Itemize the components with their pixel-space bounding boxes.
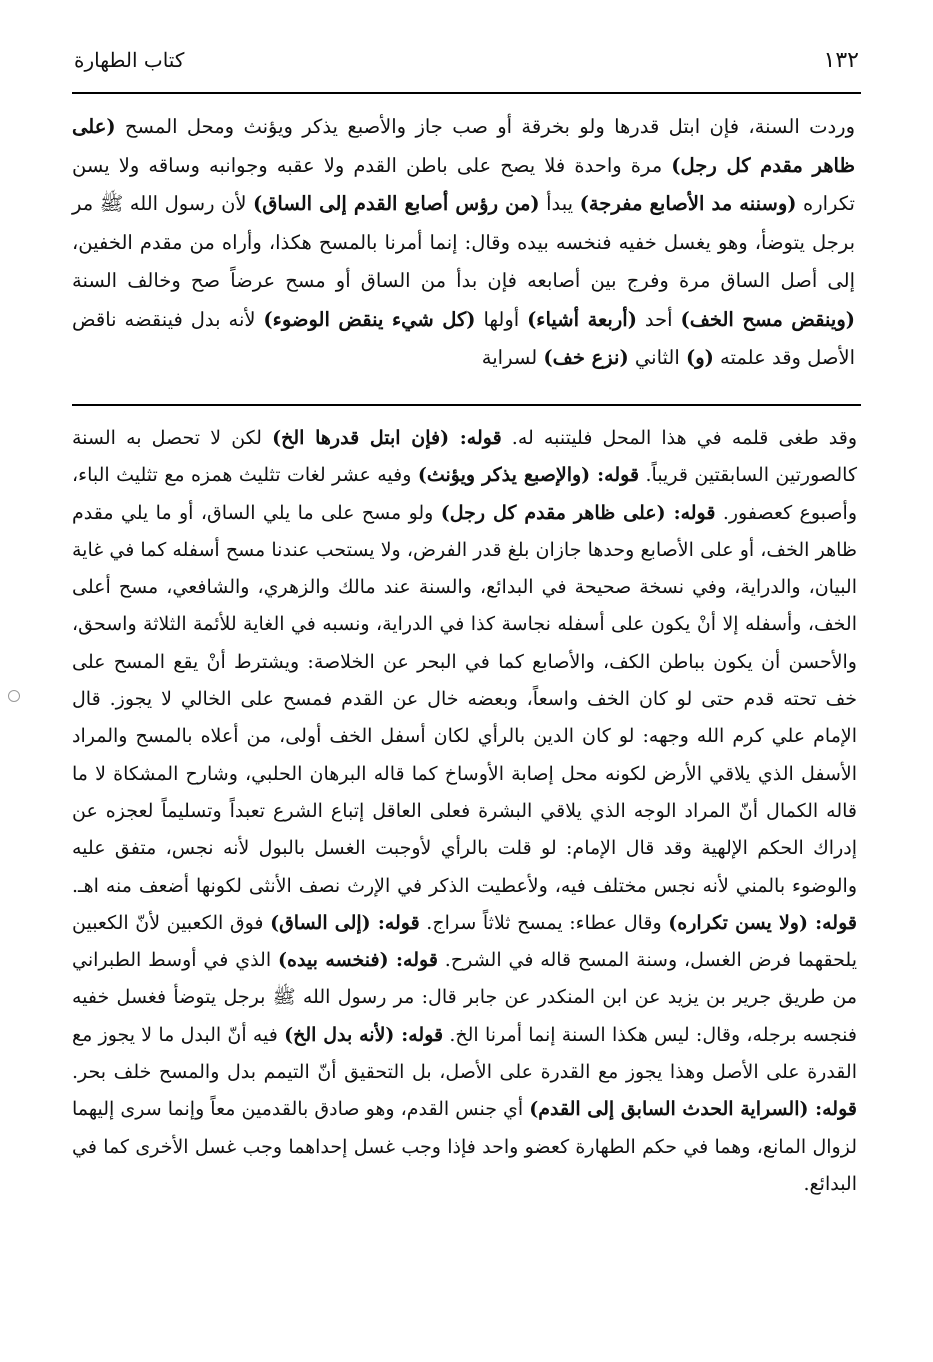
main-text-span: لأنه بدل فينقضه ناقض الأصل وقد علمته — [72, 307, 855, 369]
footnote-separator — [72, 404, 861, 406]
main-bold-phrase: (على ظاهر مقدم كل رجل) — [72, 115, 855, 177]
main-text-span: يبدأ — [539, 192, 580, 215]
commentary-text-span: ولو مسح على ما يلي الساق، أو ما يلي مقدم ظاهر الخف، أو على الأصابع وحدها جازان بلغ قدر الفرض، ولا يستحب عندنا مسح أسفله كما في غاية البيان، والدراية، وفي نسخة صحيحة في البدائع، والسنة عند مالك والزهري، والشافعي، مسح أعلى الخف، وأسفله إلا أنْ يكون على أسفله نجاسة كذا في الدراية، ونسبه في الغاية للأئمة الثلاثة واسحق، والأحسن أن يكون بباطن الكف، والأصابع كما في البحر عن الخلاصة: ويشترط أنْ يقع المسح على خف تحته قدم حتى لو كان الخف واسعاً، وبعضه خال عن القدم فمسح على الخالي لا يجوز. قال الإمام علي كرم الله وجهه: لو كان الدين بالرأي لكان أسفل الخف أولى، من أعلاه بالمسح والمراد الأسفل الذي يلاقي الأرض لكونه محل إصابة الأوساخ كما قاله البرهان الحلبي، وشارح المشكاة لا ما قاله الكمال أنّ المراد الوجه الذي يلاقي البشرة فعلى العاقل إتباع الشرع تعبداً وتسليماً لعجزه عن إدراك الحكم الإلهية وقد قال الإمام: لو قلت بالرأي لأوجبت الغسل بالبول لأنه نجس، متفق عليه والوضوء بالمني لأنه نجس مختلف فيه، ولأعطيت الذكر في الإرث نصف الأنثى لكونها أضعف منه اهـ. — [72, 501, 857, 897]
margin-dot — [8, 690, 20, 702]
page-number: ١٣٢ — [823, 47, 859, 73]
commentary-lemma: قوله: (فإن ابتل قدرها الخ) — [272, 427, 502, 449]
commentary-text-span: وفيه عشر لغات تثليث همزه مع تثليث الباء، وأصبوع كعصفور. — [72, 464, 858, 524]
commentary-text-span: الذي في أوسط الطبراني من طريق جرير بن يزيد عن ابن المنكدر عن جابر قال: مر رسول الله ﷺ برجل يتوضأ فغسل خفيه فنجسه برجله، وقال: ليس هكذا السنة إنما أمرنا الخ. — [72, 949, 857, 1046]
commentary-lemma: قوله: (لأنه بدل الخ) — [284, 1023, 444, 1046]
main-bold-phrase: (نزع خف) — [543, 346, 629, 369]
commentary-paragraph — [72, 420, 857, 1203]
main-text-span: لسراية — [481, 346, 544, 369]
commentary-lemma: قوله: (إلى الساق) — [270, 911, 420, 934]
commentary-text-span: فوق الكعبين لأنّ الكعبين يلحقهما فرض الغسل، وسنة المسح قاله في الشرح. — [72, 911, 857, 972]
main-text-span: وردت السنة، فإن ابتل قدرها ولو بخرقة أو صب جاز والأصبع يذكر ويؤنث ومحل المسح — [115, 115, 855, 138]
main-text — [72, 108, 855, 378]
main-bold-phrase: (و) — [685, 346, 714, 369]
main-bold-phrase: (أربعة أشياء) — [527, 307, 637, 331]
main-bold-phrase: (من رؤس أصابع القدم إلى الساق) — [253, 192, 540, 215]
running-title: كتاب الطهارة — [74, 48, 185, 72]
commentary-lemma: قوله: (فنخسه بيده) — [278, 949, 438, 972]
main-text-span: لأن رسول الله ﷺ مر برجل يتوضأ، وهو يغسل خفيه فنخسه بيده وقال: إنما أمرنا بالمسح هكذا، وأراه من مقدم الخفين، إلى أصل الساق مرة وفرج بين أصابعه فإن بدأ من الساق أو مسح عرضاً صح وخالف السنة — [72, 192, 855, 292]
main-text-span: أولها — [475, 307, 528, 331]
main-paragraph — [72, 108, 855, 378]
commentary-text-span: فيه أنّ البدل ما لا يجوز مع القدرة على الأصل وهذا يجوز مع القدرة على الأصل، بل التحقيق أنّ التيمم بدل والمسح خلف بحر. — [72, 1023, 857, 1084]
commentary-text-span: أي جنس القدم، وهو صادق بالقدمين معاً وإنما سرى إليهما لزوال المانع، وهما في حكم الطهارة كعضو واحد فإذا وجب غسل إحداهما وجب غسل الأخرى كما في البدائع. — [72, 1098, 857, 1195]
main-bold-phrase: (وسننه مد الأصابع مفرجة) — [579, 192, 797, 215]
main-bold-phrase: (وينقض مسح الخف) — [680, 307, 856, 331]
main-text-span: أحد — [636, 307, 681, 331]
header-rule — [72, 92, 861, 94]
commentary-text-span: وقد طغى قلمه في هذا المحل فليتنبه له. — [501, 427, 858, 449]
commentary-lemma: قوله: (ولا يسن تكراره) — [668, 911, 857, 934]
commentary-text-span: وقال عطاء: يمسح ثلاثاً سراج. — [419, 911, 669, 934]
page-header — [74, 40, 859, 80]
commentary-text — [72, 420, 857, 1203]
main-text-span: مرة واحدة فلا يصح على باطن القدم ولا عقبه وجوانبه وساقه ولا يسن تكراره — [72, 153, 855, 215]
main-text-span: الثاني — [628, 346, 686, 369]
main-bold-phrase: (كل شيء ينقض الوضوء) — [263, 307, 476, 331]
commentary-lemma: قوله: (والإصبع يذكر ويؤنث) — [417, 464, 640, 487]
commentary-lemma: قوله: (على ظاهر مقدم كل رجل) — [440, 501, 716, 524]
commentary-text-span: لكن لا تحصل به السنة كالصورتين السابقتين قريباً. — [72, 427, 858, 487]
commentary-lemma: قوله: (السراية الحدث السابق إلى القدم) — [529, 1098, 857, 1121]
